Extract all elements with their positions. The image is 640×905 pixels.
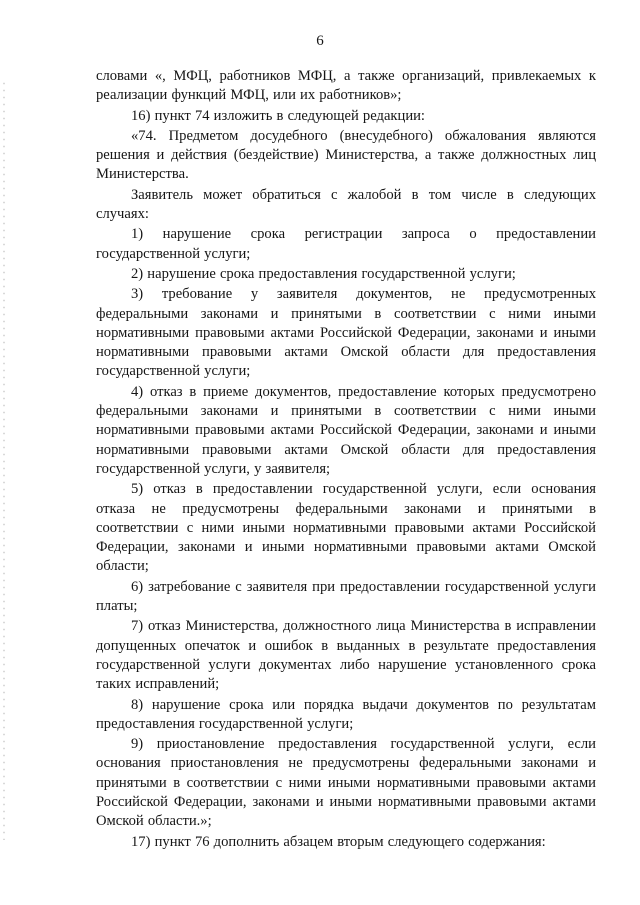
document-body	[96, 67, 596, 853]
paragraph-case-4: 4) отказ в приеме документов, предоставление которых предусмотрено федеральными законами и принятыми в соответствии с ними иными нормативными правовыми актами Российской Федерации, законами и иными нормативными правовыми актами Омской области для предоставления государственной услуги, у заявителя;	[96, 383, 596, 477]
paragraph-complaint-intro: Заявитель может обратиться с жалобой в том числе в следующих случаях:	[96, 186, 596, 223]
paragraph-continuation: словами «, МФЦ, работников МФЦ, а также организаций, привлекаемых к реализации функций МФЦ, или их работников»;	[96, 68, 596, 104]
paragraph-item-16: 16) пункт 74 изложить в следующей редакции:	[131, 107, 425, 124]
page-number: 6	[316, 33, 324, 49]
paragraph-case-8: 8) нарушение срока или порядка выдачи документов по результатам предоставления государственной услуги;	[96, 696, 596, 732]
paragraph-case-9: 9) приостановление предоставления государственной услуги, если основания приостановления не предусмотрены федеральными законами и принятыми в соответствии с ними иными нормативными правовыми актами Российской Федерации, законами и иными нормативными правовыми актами Омской области.»;	[96, 736, 596, 830]
paragraph-case-2: 2) нарушение срока предоставления государственной услуги;	[131, 265, 516, 282]
scan-edge-dots	[3, 80, 5, 840]
paragraph-case-1: 1) нарушение срока регистрации запроса о предоставлении государственной услуги;	[96, 226, 596, 262]
paragraph-case-6: 6) затребование с заявителя при предоставлении государственной услуги платы;	[96, 578, 596, 615]
paragraph-case-7: 7) отказ Министерства, должностного лица Министерства в исправлении допущенных опечаток и ошибок в выданных в результате предоставления государственной услуги документах либо нарушение установленного срока таких исправлений;	[96, 618, 596, 693]
paragraph-clause-74: «74. Предметом досудебного (внесудебного) обжалования являются решения и действия (бездействие) Министерства, а также должностных лиц Министерства.	[96, 127, 596, 183]
paragraph-item-17: 17) пункт 76 дополнить абзацем вторым следующего содержания:	[131, 833, 546, 850]
paragraph-case-3: 3) требование у заявителя документов, не предусмотренных федеральными законами и принятыми в соответствии с ними иными нормативными правовыми актами Российской Федерации, законами и иными нормативными правовыми актами Омской области для предоставления государственной услуги;	[96, 286, 596, 380]
paragraph-case-5: 5) отказ в предоставлении государственной услуги, если основания отказа не предусмотрены федеральными законами и принятыми в соответствии с ними иными нормативными правовыми актами Российской Федерации, законами и иными нормативными правовыми актами Омской области;	[96, 481, 596, 575]
